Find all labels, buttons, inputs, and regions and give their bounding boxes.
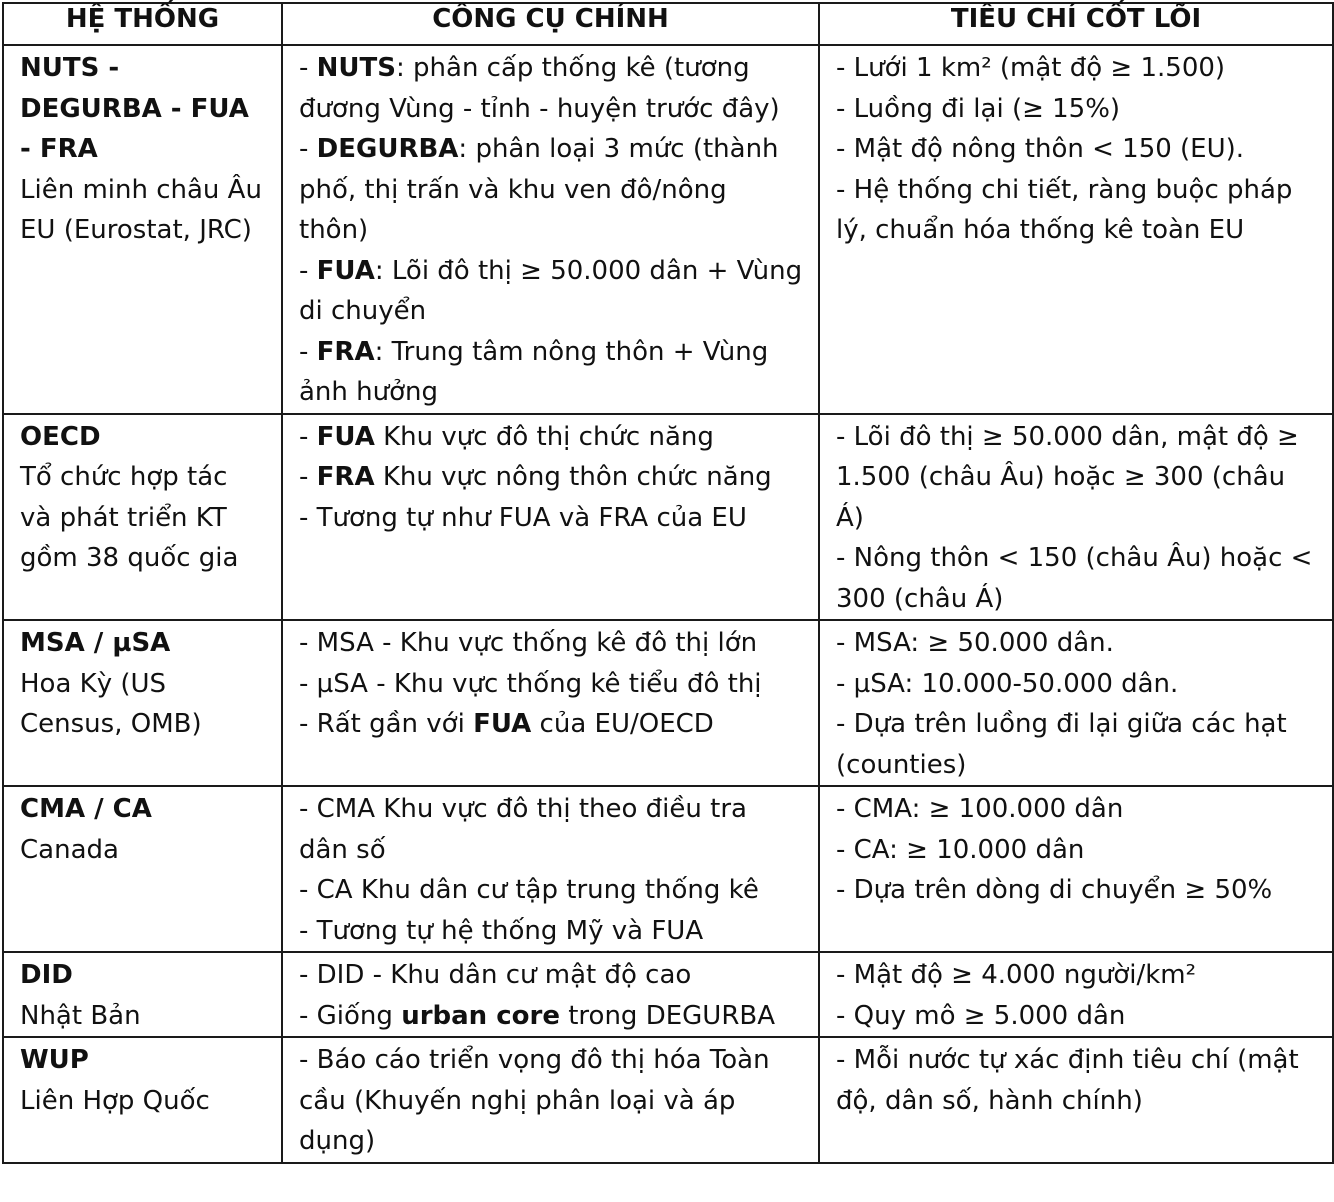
system-cell [3,786,282,952]
system-name: WUP [20,1045,89,1075]
criteria-cell [819,414,1333,621]
criteria-item: - Dựa trên luồng đi lại giữa các hạt (counties) [836,709,1287,780]
system-name: NUTS - DEGURBA - FUA - FRA [20,53,249,164]
tools-cell [282,620,819,786]
tool-text: MSA - Khu vực thống kê đô thị lớn [316,628,758,658]
tools-cell [282,786,819,952]
system-cell [3,414,282,621]
system-description: Nhật Bản [20,1000,141,1031]
tool-code: NUTS [316,53,396,83]
criteria-item: - Hệ thống chi tiết, ràng buộc pháp lý, chuẩn hóa thống kê toàn EU [836,174,1293,245]
tool-code: FRA [316,336,375,367]
tool-code: DEGURBA [316,134,459,164]
tool-text: DID - Khu dân cư mật độ cao [316,960,692,990]
tool-text: CMA Khu vực đô thị theo điều tra dân số [299,794,747,865]
system-name: CMA / CA [20,794,152,824]
tools-cell [282,952,819,1037]
urban-classification-table [2,2,1334,1164]
header-system: HỆ THỐNG [3,3,282,45]
tool-item: - CA Khu dân cư tập trung thống kê [299,875,759,905]
system-cell [3,952,282,1037]
criteria-cell [819,1037,1333,1163]
criteria-item: - Lõi đô thị ≥ 50.000 dân, mật độ ≥ 1.500 (châu Âu) hoặc ≥ 300 (châu Á) [836,421,1299,533]
table-row [3,786,1333,952]
tool-text: Giống [316,1000,402,1031]
tool-text: CA Khu dân cư tập trung thống kê [316,875,759,905]
criteria-cell [819,786,1333,952]
tool-code: FRA [316,462,375,492]
tool-text: Khu vực đô thị chức năng [374,421,714,452]
tool-text: Báo cáo triển vọng đô thị hóa Toàn cầu (Khuyến nghị phân loại và áp dụng) [299,1045,770,1156]
tool-item: - NUTS: phân cấp thống kê (tương đương Vùng - tỉnh - huyện trước đây) [299,53,780,124]
system-name: OECD [20,421,101,452]
tool-text: : Trung tâm nông thôn + Vùng ảnh hưởng [299,336,769,407]
tool-item: - Rất gần với FUA của EU/OECD [299,709,714,739]
system-description: Hoa Kỳ (US Census, OMB) [20,668,202,739]
criteria-item: - Dựa trên dòng di chuyển ≥ 50% [836,875,1273,905]
header-tools: CÔNG CỤ CHÍNH [282,3,819,45]
system-name: DID [20,960,73,990]
criteria-cell [819,620,1333,786]
tool-item: - MSA - Khu vực thống kê đô thị lớn [299,628,758,658]
table-row [3,952,1333,1037]
tool-text: Khu vực nông thôn chức năng [374,462,772,492]
tool-text: : Lõi đô thị ≥ 50.000 dân + Vùng di chuyển [299,255,803,326]
criteria-item: - CMA: ≥ 100.000 dân [836,794,1124,824]
system-description: Liên Hợp Quốc [20,1085,210,1116]
tools-cell [282,45,819,414]
criteria-item: - Mật độ nông thôn < 150 (EU). [836,134,1245,164]
tool-text-tail: trong DEGURBA [559,1000,776,1031]
tool-text-tail: của EU/OECD [531,709,714,739]
tool-text: : phân loại 3 mức (thành phố, thị trấn và khu ven đô/nông thôn) [299,134,779,245]
system-description: Tổ chức hợp tác và phát triển KT gồm 38 quốc gia [20,462,239,573]
criteria-item: - Quy mô ≥ 5.000 dân [836,1000,1126,1031]
header-row [3,3,1333,45]
tool-item: - Báo cáo triển vọng đô thị hóa Toàn cầu (Khuyến nghị phân loại và áp dụng) [299,1045,770,1156]
tool-item: - FRA: Trung tâm nông thôn + Vùng ảnh hưởng [299,336,769,407]
tool-item: - Tương tự hệ thống Mỹ và FUA [299,915,704,946]
tool-text: Tương tự hệ thống Mỹ và FUA [316,915,704,946]
tools-cell [282,1037,819,1163]
criteria-item: - Mật độ ≥ 4.000 người/km² [836,960,1197,990]
tool-text: Rất gần với [316,709,474,739]
tool-item: - FUA Khu vực đô thị chức năng [299,421,714,452]
criteria-item: - Nông thôn < 150 (châu Âu) hoặc < 300 (châu Á) [836,543,1313,614]
table-row [3,620,1333,786]
criteria-item: - µSA: 10.000-50.000 dân. [836,668,1179,699]
tool-item: - FRA Khu vực nông thôn chức năng [299,462,772,492]
tool-emphasis: urban core [401,1000,560,1031]
system-cell [3,45,282,414]
criteria-item: - CA: ≥ 10.000 dân [836,834,1085,865]
tools-cell [282,414,819,621]
criteria-item: - Luồng đi lại (≥ 15%) [836,93,1121,124]
tool-item: - Giống urban core trong DEGURBA [299,1000,776,1031]
tool-text: µSA - Khu vực thống kê tiểu đô thị [316,668,762,699]
criteria-item: - MSA: ≥ 50.000 dân. [836,628,1114,658]
table-row [3,414,1333,621]
tool-item: - µSA - Khu vực thống kê tiểu đô thị [299,668,762,699]
system-cell [3,620,282,786]
tool-item: - Tương tự như FUA và FRA của EU [299,502,747,533]
criteria-item: - Mỗi nước tự xác định tiêu chí (mật độ, dân số, hành chính) [836,1045,1299,1116]
header-criteria: TIÊU CHÍ CỐT LÕI [819,3,1333,45]
tool-code: FUA [316,421,375,452]
tool-code: FUA [316,255,375,286]
tool-item: - DEGURBA: phân loại 3 mức (thành phố, thị trấn và khu ven đô/nông thôn) [299,134,779,245]
system-cell [3,1037,282,1163]
system-description: Canada [20,834,119,865]
tool-emphasis: FUA [473,709,532,739]
system-description: Liên minh châu Âu EU (Eurostat, JRC) [20,174,262,245]
tool-item: - FUA: Lõi đô thị ≥ 50.000 dân + Vùng di chuyển [299,255,803,326]
criteria-cell [819,45,1333,414]
tool-text: : phân cấp thống kê (tương đương Vùng - tỉnh - huyện trước đây) [299,53,780,124]
criteria-item: - Lưới 1 km² (mật độ ≥ 1.500) [836,53,1226,83]
tool-item: - CMA Khu vực đô thị theo điều tra dân số [299,794,747,865]
tool-text: Tương tự như FUA và FRA của EU [316,502,747,533]
system-name: MSA / µSA [20,628,171,658]
table-row [3,45,1333,414]
tool-item: - DID - Khu dân cư mật độ cao [299,960,692,990]
criteria-cell [819,952,1333,1037]
table-row [3,1037,1333,1163]
